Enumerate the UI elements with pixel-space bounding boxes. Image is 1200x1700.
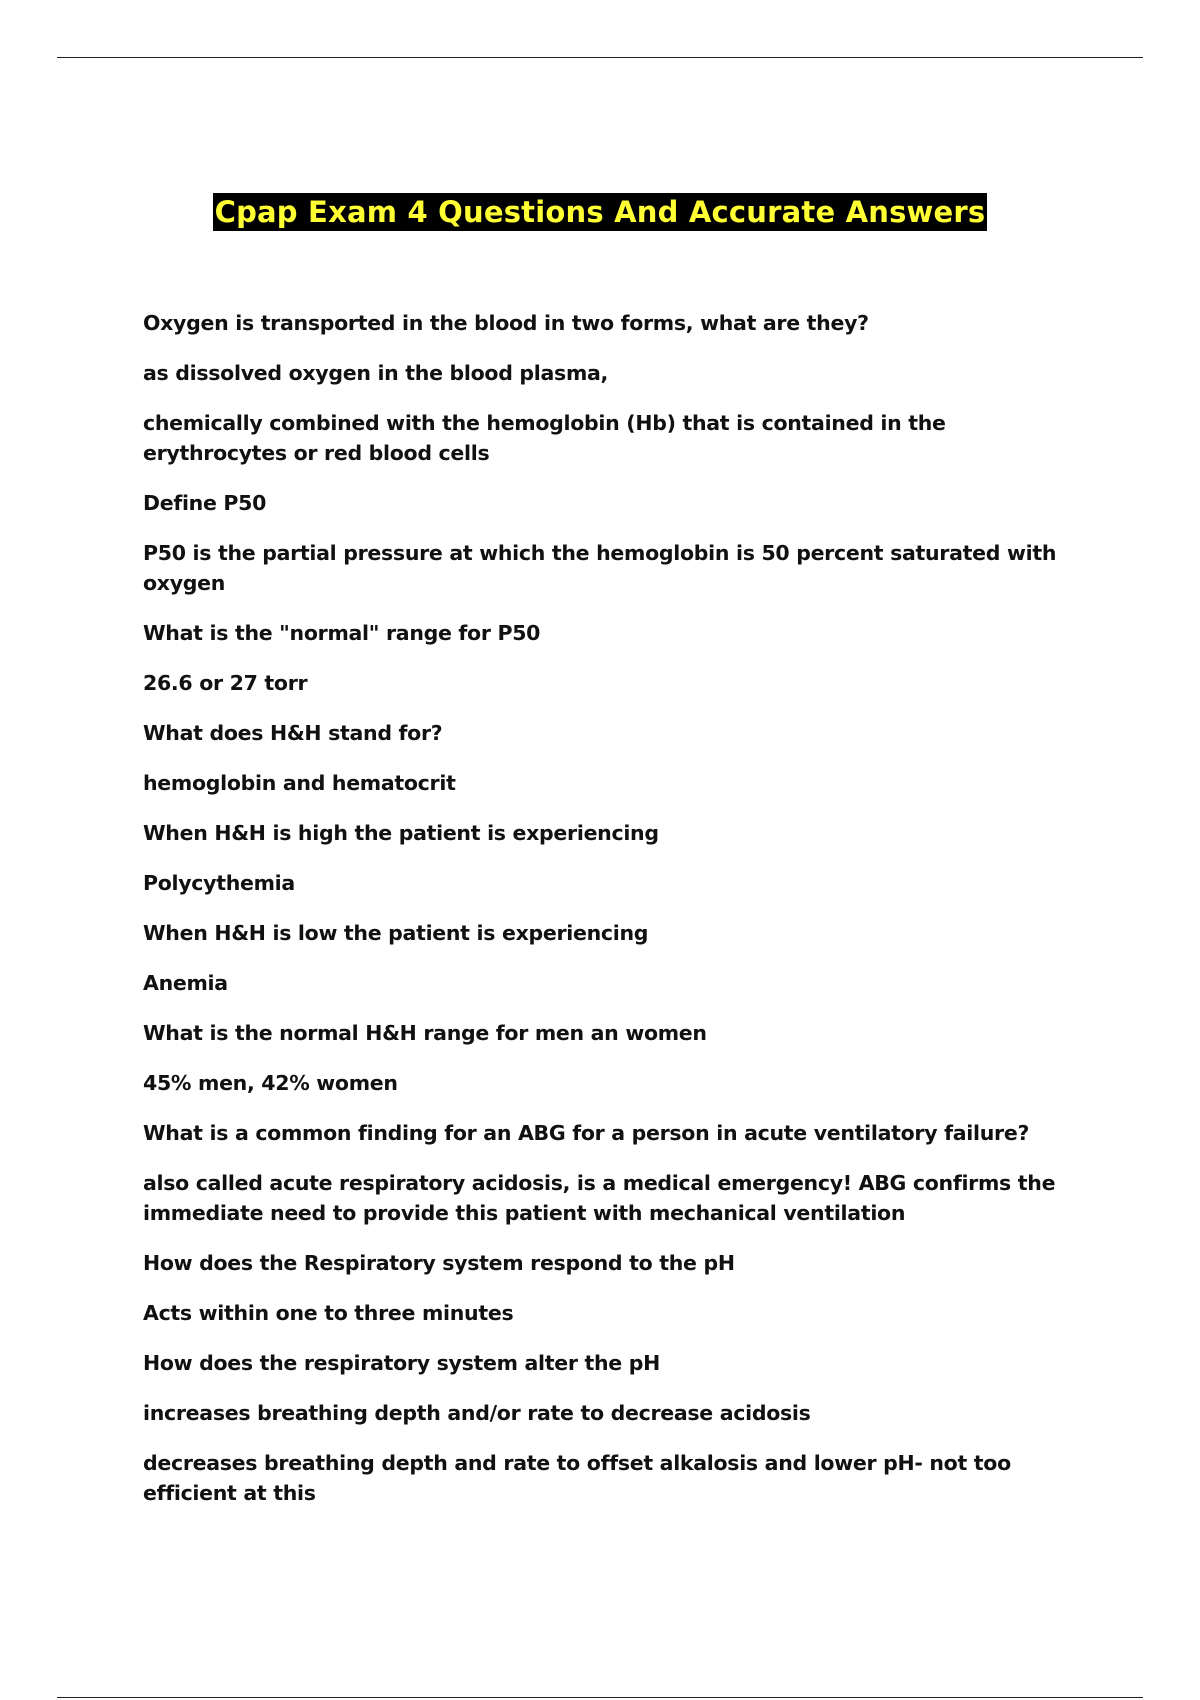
question-text: Define P50 [143, 491, 267, 515]
question-text: What is the normal H&H range for men an women [143, 1021, 707, 1045]
answer-text: hemoglobin and hematocrit [143, 771, 456, 795]
question-text: What is a common finding for an ABG for a person in acute ventilatory failure? [143, 1121, 1030, 1145]
answer-text: also called acute respiratory acidosis, is a medical emergency! ABG confirms the immediate need to provide this patient with mechanical ventilation [143, 1171, 1056, 1225]
answer-text: 45% men, 42% women [143, 1071, 398, 1095]
answer-text: Anemia [143, 971, 228, 995]
answer-text: Polycythemia [143, 871, 295, 895]
question-text: What is the "normal" range for P50 [143, 621, 541, 645]
answer-text: decreases breathing depth and rate to offset alkalosis and lower pH- not too efficient at this [143, 1451, 1011, 1505]
question-text: How does the Respiratory system respond to the pH [143, 1251, 735, 1275]
question-text: Oxygen is transported in the blood in two forms, what are they? [143, 311, 869, 335]
answer-text: 26.6 or 27 torr [143, 671, 308, 695]
bottom-rule [57, 1697, 1143, 1698]
document-title: Cpap Exam 4 Questions And Accurate Answers [214, 195, 986, 229]
question-text: What does H&H stand for? [143, 721, 443, 745]
question-text: When H&H is high the patient is experiencing [143, 821, 659, 845]
question-text: When H&H is low the patient is experiencing [143, 921, 649, 945]
qa-list [143, 308, 1093, 1528]
question-text: How does the respiratory system alter the pH [143, 1351, 660, 1375]
title-block [0, 193, 1200, 231]
answer-text: Acts within one to three minutes [143, 1301, 514, 1325]
answer-text: chemically combined with the hemoglobin (Hb) that is contained in the erythrocytes or red blood cells [143, 411, 946, 465]
answer-text: as dissolved oxygen in the blood plasma, [143, 361, 609, 385]
answer-text: increases breathing depth and/or rate to decrease acidosis [143, 1401, 811, 1425]
answer-text: P50 is the partial pressure at which the hemoglobin is 50 percent saturated with oxygen [143, 541, 1057, 595]
top-rule [57, 57, 1143, 58]
